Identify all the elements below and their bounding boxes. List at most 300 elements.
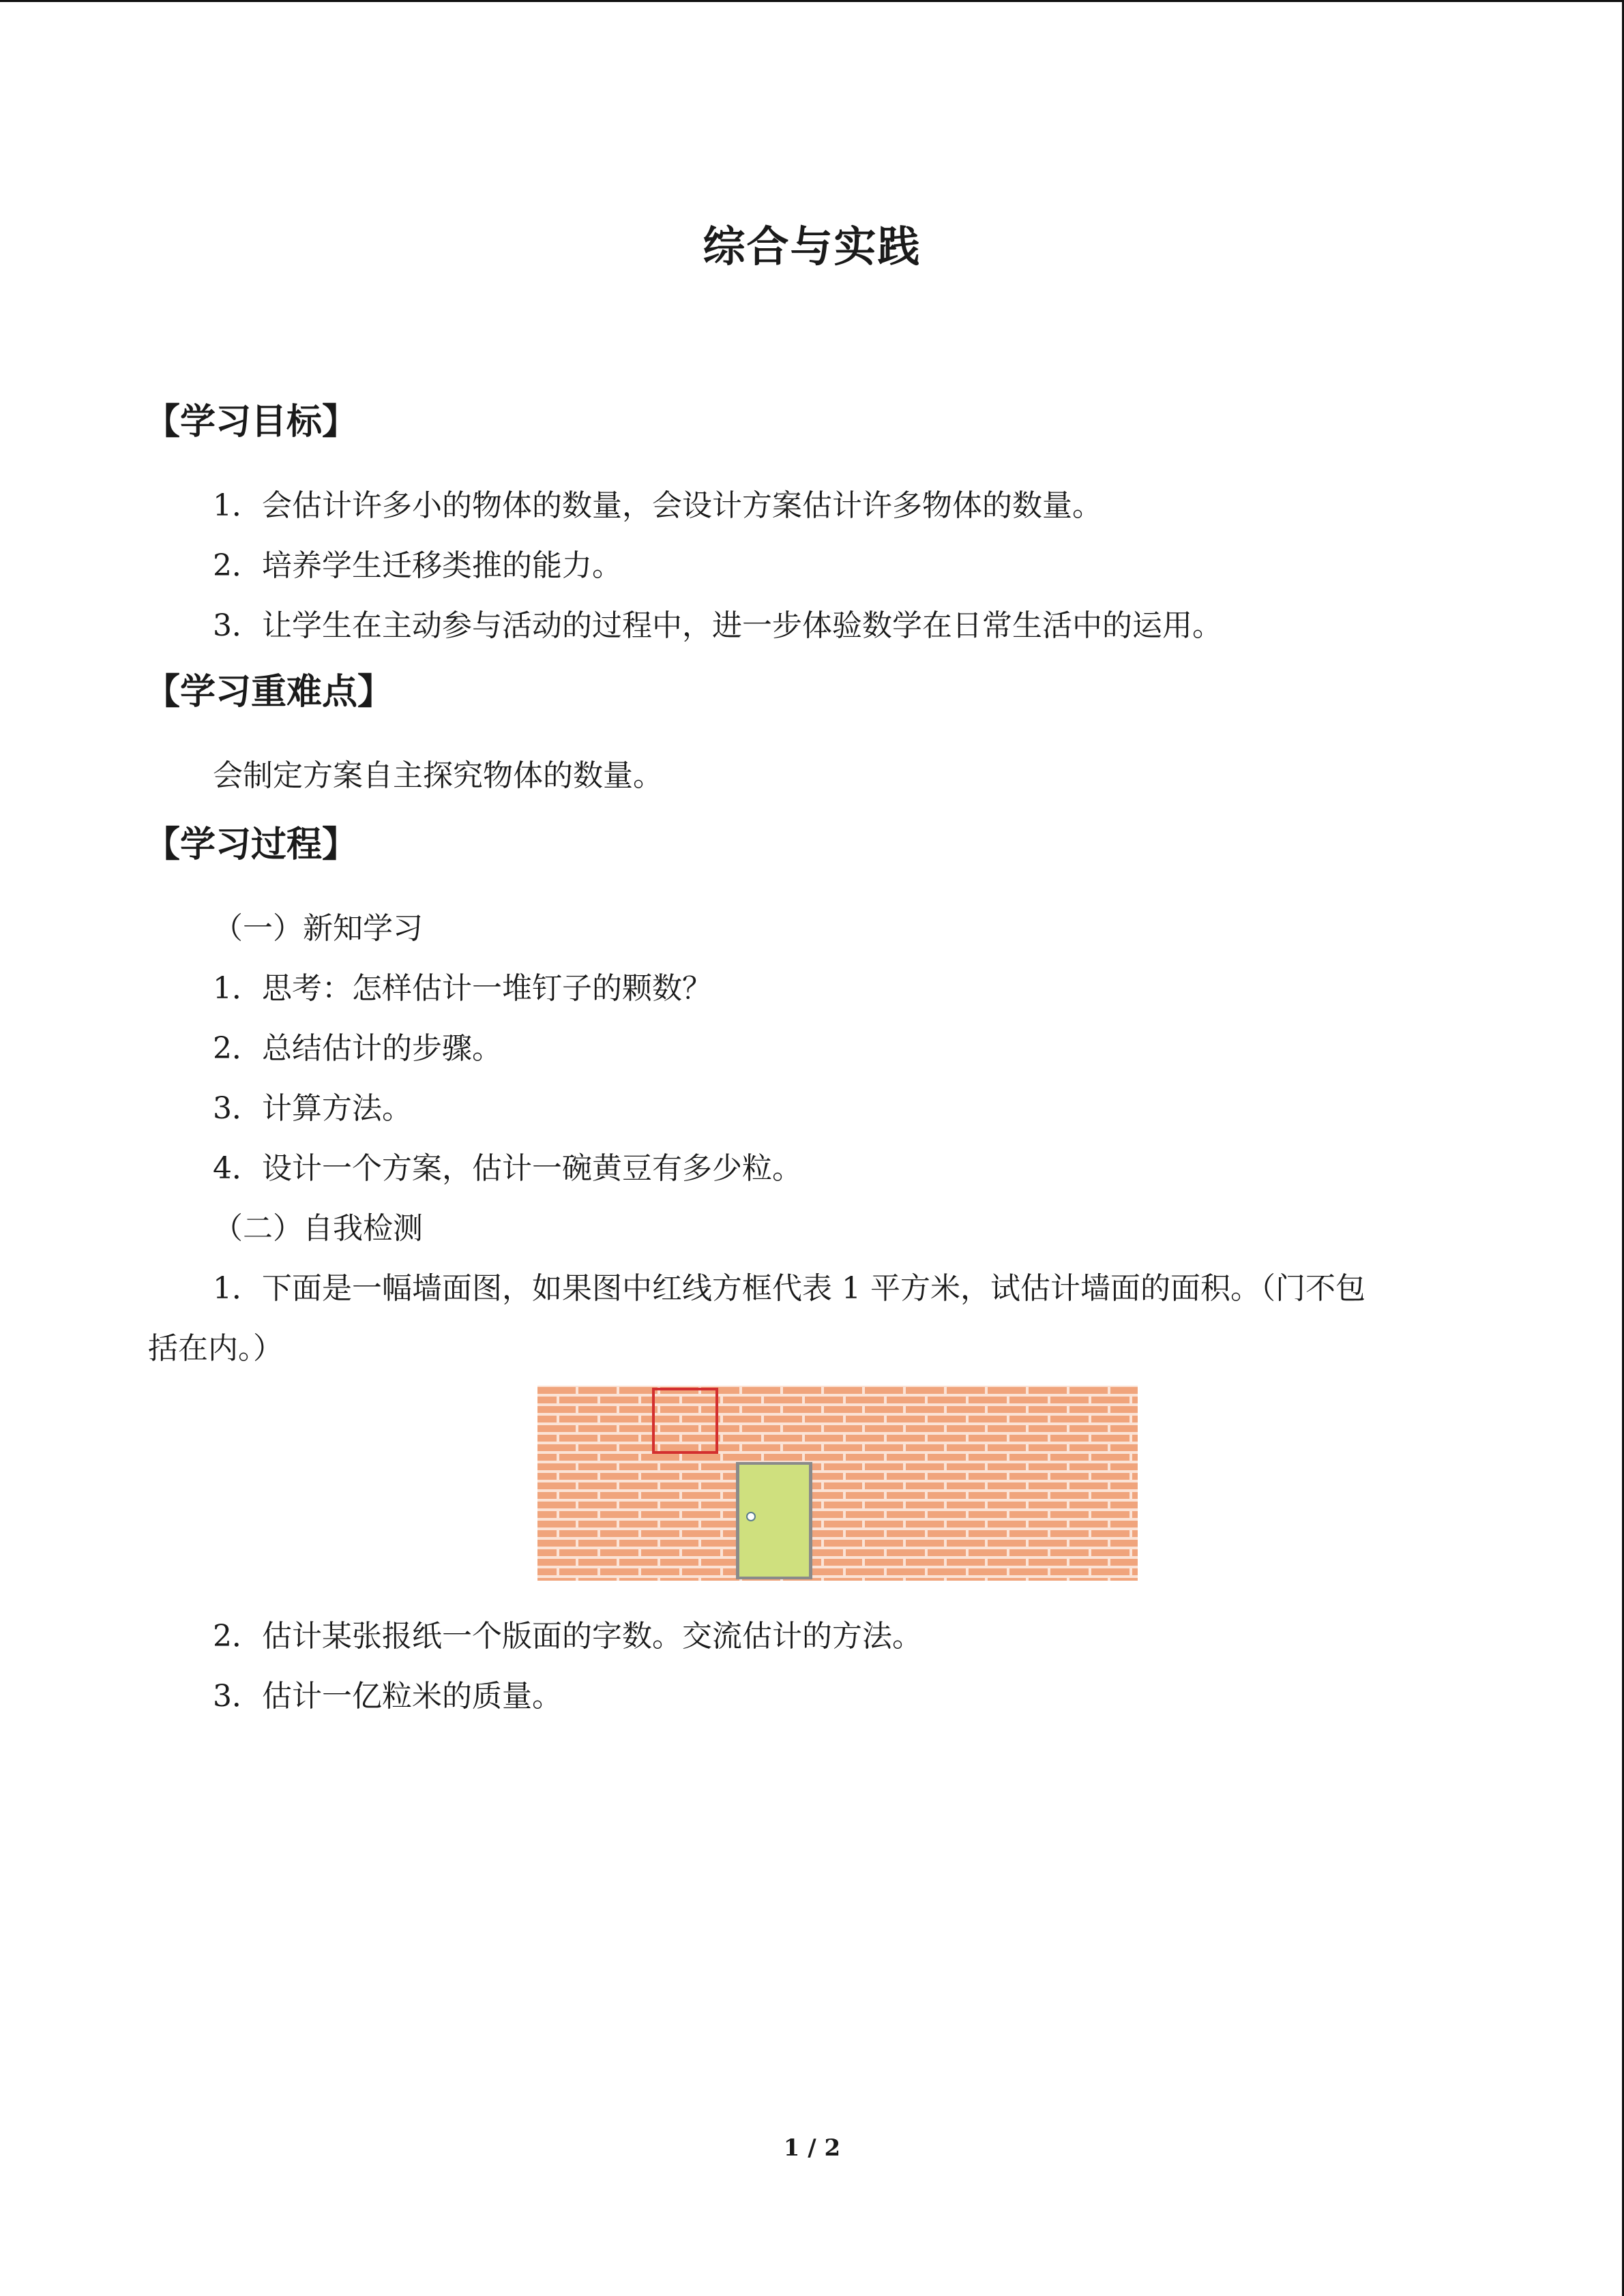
brick — [578, 1406, 617, 1413]
brick — [1069, 1540, 1108, 1547]
brick — [1069, 1444, 1108, 1451]
heading-process: 【学习过程】 — [145, 824, 358, 865]
brick — [682, 1416, 720, 1422]
brick — [660, 1425, 698, 1432]
brick — [641, 1397, 679, 1403]
brick — [764, 1435, 802, 1442]
brick — [619, 1425, 658, 1432]
brick — [1132, 1454, 1138, 1461]
brick — [969, 1454, 1007, 1461]
brick — [783, 1387, 821, 1394]
brick — [660, 1482, 698, 1489]
brick — [537, 1568, 557, 1575]
brick — [1009, 1530, 1048, 1537]
brick — [865, 1463, 903, 1470]
brick — [1029, 1540, 1067, 1547]
brick — [537, 1435, 557, 1442]
brick — [682, 1568, 720, 1575]
brick — [1132, 1549, 1138, 1556]
brick — [969, 1511, 1007, 1518]
brick — [1091, 1530, 1130, 1537]
brick — [619, 1387, 658, 1394]
brick — [824, 1521, 862, 1527]
brick — [1132, 1511, 1138, 1518]
brick — [578, 1521, 617, 1527]
brick — [947, 1387, 985, 1394]
page-border-top — [0, 0, 1624, 2]
brick — [906, 1578, 944, 1581]
brick — [537, 1521, 576, 1527]
brick — [578, 1463, 617, 1470]
brick — [824, 1463, 862, 1470]
brick — [906, 1521, 944, 1527]
brick — [906, 1540, 944, 1547]
brick — [988, 1444, 1026, 1451]
brick — [764, 1454, 802, 1461]
brick — [559, 1492, 597, 1499]
brick — [846, 1435, 884, 1442]
brick — [988, 1502, 1026, 1508]
brick — [619, 1540, 658, 1547]
brick — [1110, 1502, 1138, 1508]
brick — [1009, 1416, 1048, 1422]
brick — [1091, 1511, 1130, 1518]
brick — [846, 1492, 884, 1499]
brick — [537, 1425, 576, 1432]
brick — [1091, 1397, 1130, 1403]
brick — [600, 1416, 638, 1422]
brick — [537, 1559, 576, 1566]
brick — [701, 1406, 739, 1413]
brick — [764, 1416, 802, 1422]
brick — [1069, 1406, 1108, 1413]
brick — [1050, 1492, 1089, 1499]
brick — [988, 1559, 1026, 1566]
objective-item: 3．让学生在主动参与活动的过程中，进一步体验数学在日常生活中的运用。 — [213, 608, 1222, 643]
brick — [947, 1406, 985, 1413]
keypoints-text: 会制定方案自主探究物体的数量。 — [213, 758, 663, 793]
brick — [1110, 1463, 1138, 1470]
brick — [1029, 1502, 1067, 1508]
brick — [619, 1463, 658, 1470]
brick — [1132, 1530, 1138, 1537]
brick — [1029, 1463, 1067, 1470]
brick — [682, 1397, 720, 1403]
brick — [701, 1425, 739, 1432]
brick — [537, 1387, 576, 1394]
brick — [1110, 1559, 1138, 1566]
brick — [1009, 1473, 1048, 1480]
brick — [865, 1482, 903, 1489]
brick — [1110, 1521, 1138, 1527]
brick — [1091, 1454, 1130, 1461]
brick — [1110, 1425, 1138, 1432]
brick — [559, 1397, 597, 1403]
brick — [742, 1444, 780, 1451]
brick — [928, 1530, 966, 1537]
part1-item: 4．设计一个方案，估计一碗黄豆有多少粒。 — [213, 1151, 802, 1186]
brick — [824, 1444, 862, 1451]
brick — [1009, 1511, 1048, 1518]
brick — [1029, 1387, 1067, 1394]
brick — [1009, 1492, 1048, 1499]
brick — [1132, 1492, 1138, 1499]
brick — [641, 1416, 679, 1422]
brick — [1132, 1568, 1138, 1575]
brick — [928, 1416, 966, 1422]
brick — [969, 1492, 1007, 1499]
brick — [824, 1578, 862, 1581]
brick — [1132, 1397, 1138, 1403]
brick — [619, 1578, 658, 1581]
brick — [723, 1397, 761, 1403]
brick — [660, 1559, 698, 1566]
brick — [1050, 1530, 1089, 1537]
brick — [846, 1568, 884, 1575]
brick — [783, 1406, 821, 1413]
brick — [619, 1521, 658, 1527]
brick — [641, 1511, 679, 1518]
brick — [805, 1454, 843, 1461]
brick — [906, 1482, 944, 1489]
brick — [1029, 1578, 1067, 1581]
brick — [947, 1559, 985, 1566]
brick — [1009, 1397, 1048, 1403]
brick — [805, 1397, 843, 1403]
brick — [723, 1435, 761, 1442]
brick — [1069, 1482, 1108, 1489]
door-knob — [747, 1512, 755, 1521]
brick — [969, 1530, 1007, 1537]
brick — [1050, 1511, 1089, 1518]
brick — [1009, 1435, 1048, 1442]
brick — [1069, 1559, 1108, 1566]
brick — [742, 1406, 780, 1413]
brick — [887, 1549, 925, 1556]
brick — [887, 1473, 925, 1480]
brick — [1110, 1540, 1138, 1547]
brick — [906, 1463, 944, 1470]
brick — [1029, 1559, 1067, 1566]
brick — [824, 1406, 862, 1413]
brick — [928, 1568, 966, 1575]
brick — [537, 1473, 557, 1480]
brick — [1069, 1425, 1108, 1432]
brick — [578, 1559, 617, 1566]
brick — [947, 1521, 985, 1527]
brick — [578, 1387, 617, 1394]
brick — [537, 1492, 557, 1499]
brick — [865, 1521, 903, 1527]
brick — [1110, 1444, 1138, 1451]
brick — [988, 1387, 1026, 1394]
brick — [805, 1435, 843, 1442]
brick — [578, 1482, 617, 1489]
brick — [1069, 1502, 1108, 1508]
brick — [682, 1530, 720, 1537]
brick — [824, 1425, 862, 1432]
brick — [600, 1530, 638, 1537]
brick — [1029, 1482, 1067, 1489]
objective-item: 2．培养学生迁移类推的能力。 — [213, 548, 622, 583]
brick — [906, 1502, 944, 1508]
brick — [600, 1473, 638, 1480]
brick — [578, 1425, 617, 1432]
brick — [887, 1492, 925, 1499]
brick — [619, 1406, 658, 1413]
brick — [641, 1530, 679, 1537]
brick — [846, 1397, 884, 1403]
brick — [1009, 1454, 1048, 1461]
brick — [559, 1473, 597, 1480]
brick — [1050, 1435, 1089, 1442]
part2-item-1-line2: 括在内。） — [148, 1331, 283, 1366]
brick — [578, 1540, 617, 1547]
brick — [723, 1454, 761, 1461]
brick — [537, 1416, 557, 1422]
brick-pattern — [537, 1387, 1138, 1581]
brick — [947, 1425, 985, 1432]
brick — [947, 1463, 985, 1470]
brick — [641, 1435, 679, 1442]
part2-title: （二）自我检测 — [213, 1211, 423, 1246]
objective-item: 1．会估计许多小的物体的数量，会设计方案估计许多物体的数量。 — [213, 488, 1102, 523]
brick — [988, 1482, 1026, 1489]
brick — [865, 1387, 903, 1394]
brick — [641, 1492, 679, 1499]
brick — [783, 1425, 821, 1432]
brick — [906, 1559, 944, 1566]
brick — [1069, 1521, 1108, 1527]
brick — [682, 1549, 720, 1556]
brick — [969, 1416, 1007, 1422]
brick — [947, 1578, 985, 1581]
part1-title: （一）新知学习 — [213, 911, 423, 946]
brick — [824, 1482, 862, 1489]
brick — [600, 1492, 638, 1499]
brick — [1110, 1387, 1138, 1394]
brick — [1091, 1492, 1130, 1499]
brick — [824, 1387, 862, 1394]
brick — [578, 1444, 617, 1451]
brick — [742, 1387, 780, 1394]
brick — [805, 1416, 843, 1422]
brick — [701, 1578, 739, 1581]
brick — [988, 1406, 1026, 1413]
brick — [701, 1540, 739, 1547]
wall-figure — [537, 1386, 1138, 1581]
brick — [537, 1463, 576, 1470]
brick — [578, 1502, 617, 1508]
brick — [537, 1549, 557, 1556]
brick — [928, 1435, 966, 1442]
brick — [537, 1397, 557, 1403]
brick — [928, 1473, 966, 1480]
brick — [1132, 1473, 1138, 1480]
brick — [846, 1473, 884, 1480]
brick — [619, 1444, 658, 1451]
brick — [969, 1473, 1007, 1480]
brick — [988, 1521, 1026, 1527]
brick — [600, 1511, 638, 1518]
brick — [906, 1444, 944, 1451]
brick — [824, 1559, 862, 1566]
brick — [865, 1502, 903, 1508]
brick — [1050, 1549, 1089, 1556]
brick — [660, 1521, 698, 1527]
brick — [969, 1435, 1007, 1442]
brick — [559, 1568, 597, 1575]
brick — [887, 1530, 925, 1537]
brick — [969, 1568, 1007, 1575]
brick — [846, 1416, 884, 1422]
brick — [1110, 1482, 1138, 1489]
brick — [824, 1540, 862, 1547]
brick — [1091, 1549, 1130, 1556]
brick — [846, 1530, 884, 1537]
brick — [1069, 1387, 1108, 1394]
brick — [701, 1482, 739, 1489]
brick — [988, 1463, 1026, 1470]
brick — [660, 1502, 698, 1508]
brick — [1050, 1397, 1089, 1403]
brick — [865, 1444, 903, 1451]
brick — [887, 1435, 925, 1442]
brick — [559, 1416, 597, 1422]
brick — [660, 1406, 698, 1413]
brick — [537, 1454, 557, 1461]
brick — [947, 1502, 985, 1508]
part1-item: 1．思考：怎样估计一堆钉子的颗数？ — [213, 971, 712, 1006]
brick — [824, 1502, 862, 1508]
brick — [1110, 1578, 1138, 1581]
brick — [660, 1540, 698, 1547]
brick — [537, 1511, 557, 1518]
brick — [682, 1454, 720, 1461]
brick — [887, 1568, 925, 1575]
brick — [641, 1454, 679, 1461]
brick — [600, 1435, 638, 1442]
page-title: 综合与实践 — [703, 222, 921, 271]
part2-item: 3．估计一亿粒米的质量。 — [213, 1679, 562, 1714]
brick — [1110, 1406, 1138, 1413]
brick — [928, 1492, 966, 1499]
brick — [1009, 1568, 1048, 1575]
brick — [1132, 1435, 1138, 1442]
brick — [865, 1425, 903, 1432]
brick — [559, 1549, 597, 1556]
brick — [865, 1578, 903, 1581]
brick — [846, 1454, 884, 1461]
brick — [969, 1397, 1007, 1403]
brick — [660, 1444, 698, 1451]
brick — [1050, 1473, 1089, 1480]
brick — [600, 1549, 638, 1556]
brick — [865, 1540, 903, 1547]
brick — [928, 1397, 966, 1403]
brick — [1091, 1473, 1130, 1480]
brick — [537, 1406, 576, 1413]
brick — [682, 1492, 720, 1499]
brick — [682, 1473, 720, 1480]
brick — [1050, 1416, 1089, 1422]
brick — [578, 1578, 617, 1581]
page-number: 1 / 2 — [783, 2134, 841, 2162]
brick — [641, 1568, 679, 1575]
brick — [969, 1549, 1007, 1556]
part2-item-1-line1: 1．下面是一幅墙面图，如果图中红线方框代表 1 平方米，试估计墙面的面积。（门不包 — [213, 1271, 1365, 1306]
brick — [537, 1530, 557, 1537]
brick — [865, 1559, 903, 1566]
brick — [682, 1435, 720, 1442]
brick — [537, 1482, 576, 1489]
brick — [887, 1416, 925, 1422]
brick — [1029, 1521, 1067, 1527]
brick — [701, 1502, 739, 1508]
brick — [619, 1559, 658, 1566]
brick — [1069, 1578, 1108, 1581]
brick — [865, 1406, 903, 1413]
brick — [559, 1530, 597, 1537]
brick — [846, 1511, 884, 1518]
part2-item: 2．估计某张报纸一个版面的字数。交流估计的方法。 — [213, 1619, 922, 1654]
brick — [928, 1549, 966, 1556]
brick — [947, 1540, 985, 1547]
brick — [701, 1444, 739, 1451]
brick — [928, 1511, 966, 1518]
brick — [559, 1454, 597, 1461]
brick — [1091, 1568, 1130, 1575]
brick — [1091, 1435, 1130, 1442]
brick — [537, 1502, 576, 1508]
brick — [682, 1511, 720, 1518]
brick — [846, 1549, 884, 1556]
brick — [783, 1444, 821, 1451]
brick — [559, 1511, 597, 1518]
heading-keypoints: 【学习重难点】 — [145, 672, 394, 713]
brick — [988, 1578, 1026, 1581]
brick — [764, 1397, 802, 1403]
brick — [887, 1511, 925, 1518]
brick — [537, 1444, 576, 1451]
brick — [1050, 1454, 1089, 1461]
brick — [906, 1387, 944, 1394]
brick — [1091, 1416, 1130, 1422]
brick — [1069, 1463, 1108, 1470]
brick — [723, 1416, 761, 1422]
brick — [641, 1549, 679, 1556]
brick — [619, 1482, 658, 1489]
brick — [988, 1425, 1026, 1432]
brick — [1050, 1568, 1089, 1575]
brick — [947, 1482, 985, 1489]
brick — [1009, 1549, 1048, 1556]
brick — [600, 1454, 638, 1461]
brick — [660, 1578, 698, 1581]
brick — [906, 1406, 944, 1413]
brick — [641, 1473, 679, 1480]
brick — [1132, 1416, 1138, 1422]
brick — [928, 1454, 966, 1461]
brick — [887, 1397, 925, 1403]
brick — [619, 1502, 658, 1508]
brick — [600, 1568, 638, 1575]
heading-objectives: 【学习目标】 — [145, 402, 358, 443]
brick — [742, 1425, 780, 1432]
part1-item: 2．总结估计的步骤。 — [213, 1031, 502, 1066]
brick — [1029, 1444, 1067, 1451]
brick — [947, 1444, 985, 1451]
